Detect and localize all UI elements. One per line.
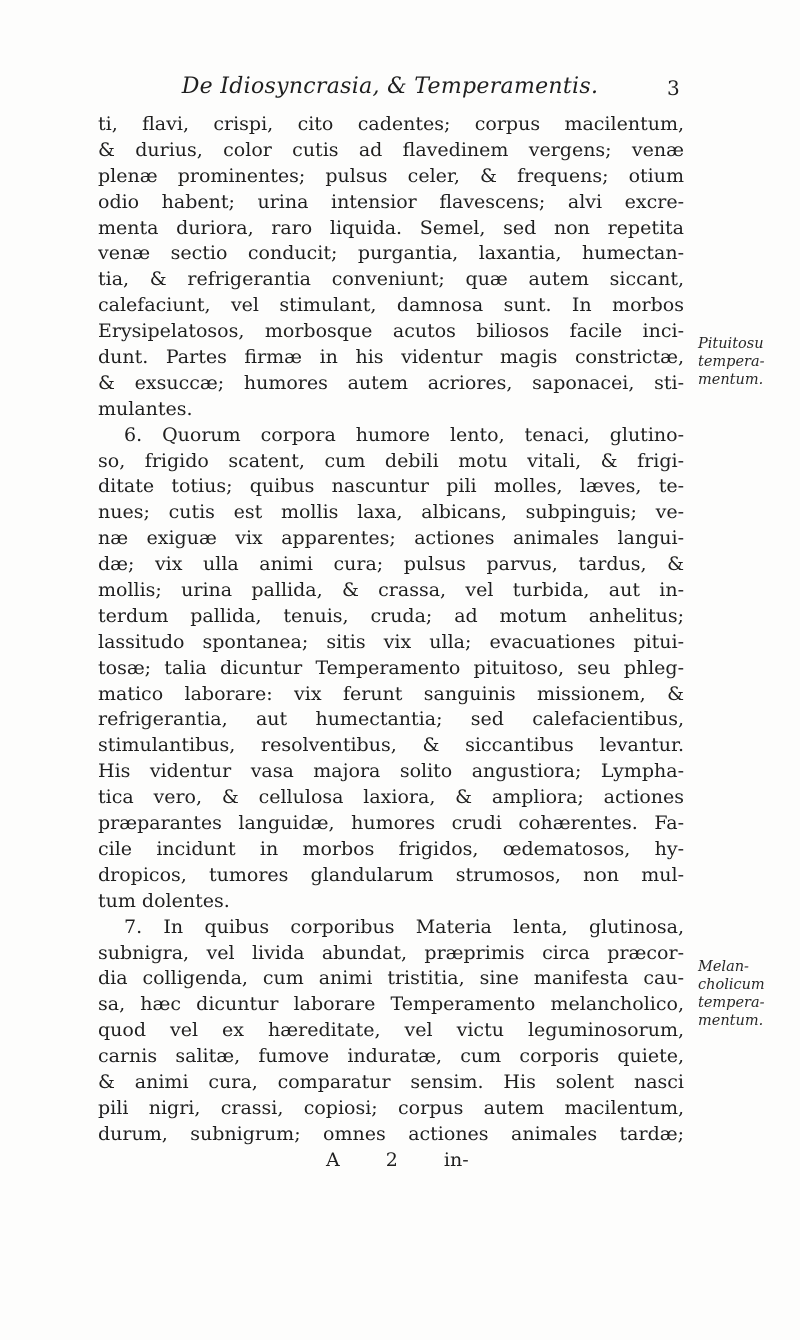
- signature-mark: A 2: [326, 1148, 398, 1171]
- text-line: odio habent; urina intensior flavescens; alvi excre-: [98, 190, 684, 213]
- text-line: refrigerantia, aut humectantia; sed calefacientibus,: [98, 708, 684, 731]
- text-line: tosæ; talia dicuntur Temperamento pituitoso, seu phleg-: [98, 656, 684, 679]
- text-line: dæ; vix ulla animi cura; pulsus parvus, tardus, &: [98, 553, 684, 576]
- text-line: terdum pallida, tenuis, cruda; ad motum anhelitus;: [98, 604, 684, 627]
- text-line: & durius, color cutis ad flavedinem vergens; venæ: [98, 138, 684, 161]
- margin-note-melancholicum: [698, 958, 794, 1030]
- text-line: carnis salitæ, fumove induratæ, cum corporis quiete,: [98, 1045, 684, 1068]
- text-line: mulantes.: [98, 397, 193, 420]
- margin-note-line: mentum.: [698, 372, 764, 388]
- margin-note-pituitosum: [698, 335, 794, 389]
- text-line: sa, hæc dicuntur laborare Temperamento melancholico,: [98, 993, 684, 1016]
- text-line: tum dolentes.: [98, 889, 230, 912]
- text-line: mollis; urina pallida, & crassa, vel turbida, aut in-: [98, 579, 684, 602]
- running-title: De Idiosyncrasia, & Temperamentis.: [181, 74, 599, 99]
- margin-note-line: Melan-: [698, 959, 749, 975]
- text-line: venæ sectio conducit; purgantia, laxantia, humectan-: [98, 242, 684, 265]
- text-line: tica vero, & cellulosa laxiora, & ampliora; actiones: [98, 786, 684, 809]
- margin-note-line: tempera-: [698, 354, 765, 370]
- margin-note-line: tempera-: [698, 995, 765, 1011]
- margin-note-line: mentum.: [698, 1013, 764, 1029]
- signature-line: [98, 1148, 684, 1174]
- text-line: tia, & refrigerantia conveniunt; quæ autem siccant,: [98, 268, 684, 291]
- text-line: Erysipelatosos, morbosque acutos biliosos facile inci-: [98, 320, 684, 343]
- text-line: & animi cura, comparatur sensim. His solent nasci: [98, 1070, 684, 1093]
- paragraph-6-start: 6. Quorum corpora humore lento, tenaci, glutino-: [124, 423, 684, 446]
- body-text: [98, 112, 684, 1174]
- text-line: matico laborare: vix ferunt sanguinis missionem, &: [98, 682, 684, 705]
- margin-note-line: cholicum: [698, 977, 765, 993]
- paragraph-7-start: 7. In quibus corporibus Materia lenta, glutinosa,: [124, 915, 684, 938]
- text-line: His videntur vasa majora solito angustiora; Lympha-: [98, 760, 684, 783]
- text-line: dunt. Partes firmæ in his videntur magis constrictæ,: [98, 346, 684, 369]
- text-line: ti, flavi, crispi, cito cadentes; corpus macilentum,: [98, 113, 684, 135]
- catchword: in-: [443, 1148, 469, 1171]
- text-line: nues; cutis est mollis laxa, albicans, subpinguis; ve-: [98, 501, 684, 524]
- page-number: 3: [667, 76, 680, 100]
- text-line: quod vel ex hæreditate, vel victu leguminosorum,: [98, 1019, 684, 1042]
- text-line: menta duriora, raro liquida. Semel, sed non repetita: [98, 216, 684, 239]
- text-line: cile incidunt in morbos frigidos, œdematosos, hy-: [98, 837, 684, 860]
- text-line: & exsuccæ; humores autem acriores, saponacei, sti-: [98, 371, 684, 394]
- text-line: dropicos, tumores glandularum strumosos, non mul-: [98, 863, 684, 886]
- text-line: dia colligenda, cum animi tristitia, sine manifesta cau-: [98, 967, 684, 990]
- text-line: pili nigri, crassi, copiosi; corpus autem macilentum,: [98, 1096, 684, 1119]
- text-line: subnigra, vel livida abundat, præprimis circa præcor-: [98, 941, 684, 964]
- text-line: lassitudo spontanea; sitis vix ulla; evacuationes pitui-: [98, 630, 684, 653]
- margin-note-line: Pituitosu: [698, 336, 764, 352]
- text-line: durum, subnigrum; omnes actiones animales tardæ;: [98, 1122, 684, 1145]
- text-line: plenæ prominentes; pulsus celer, & frequens; otium: [98, 164, 684, 187]
- text-line: næ exiguæ vix apparentes; actiones animales langui-: [98, 527, 684, 550]
- text-line: præparantes languidæ, humores crudi cohærentes. Fa-: [98, 812, 684, 835]
- text-line: calefaciunt, vel stimulant, damnosa sunt. In morbos: [98, 294, 684, 317]
- text-line: so, frigido scatent, cum debili motu vitali, & frigi-: [98, 449, 684, 472]
- text-line: stimulantibus, resolventibus, & siccantibus levantur.: [98, 734, 684, 757]
- text-line: ditate totius; quibus nascuntur pili molles, læves, te-: [98, 475, 684, 498]
